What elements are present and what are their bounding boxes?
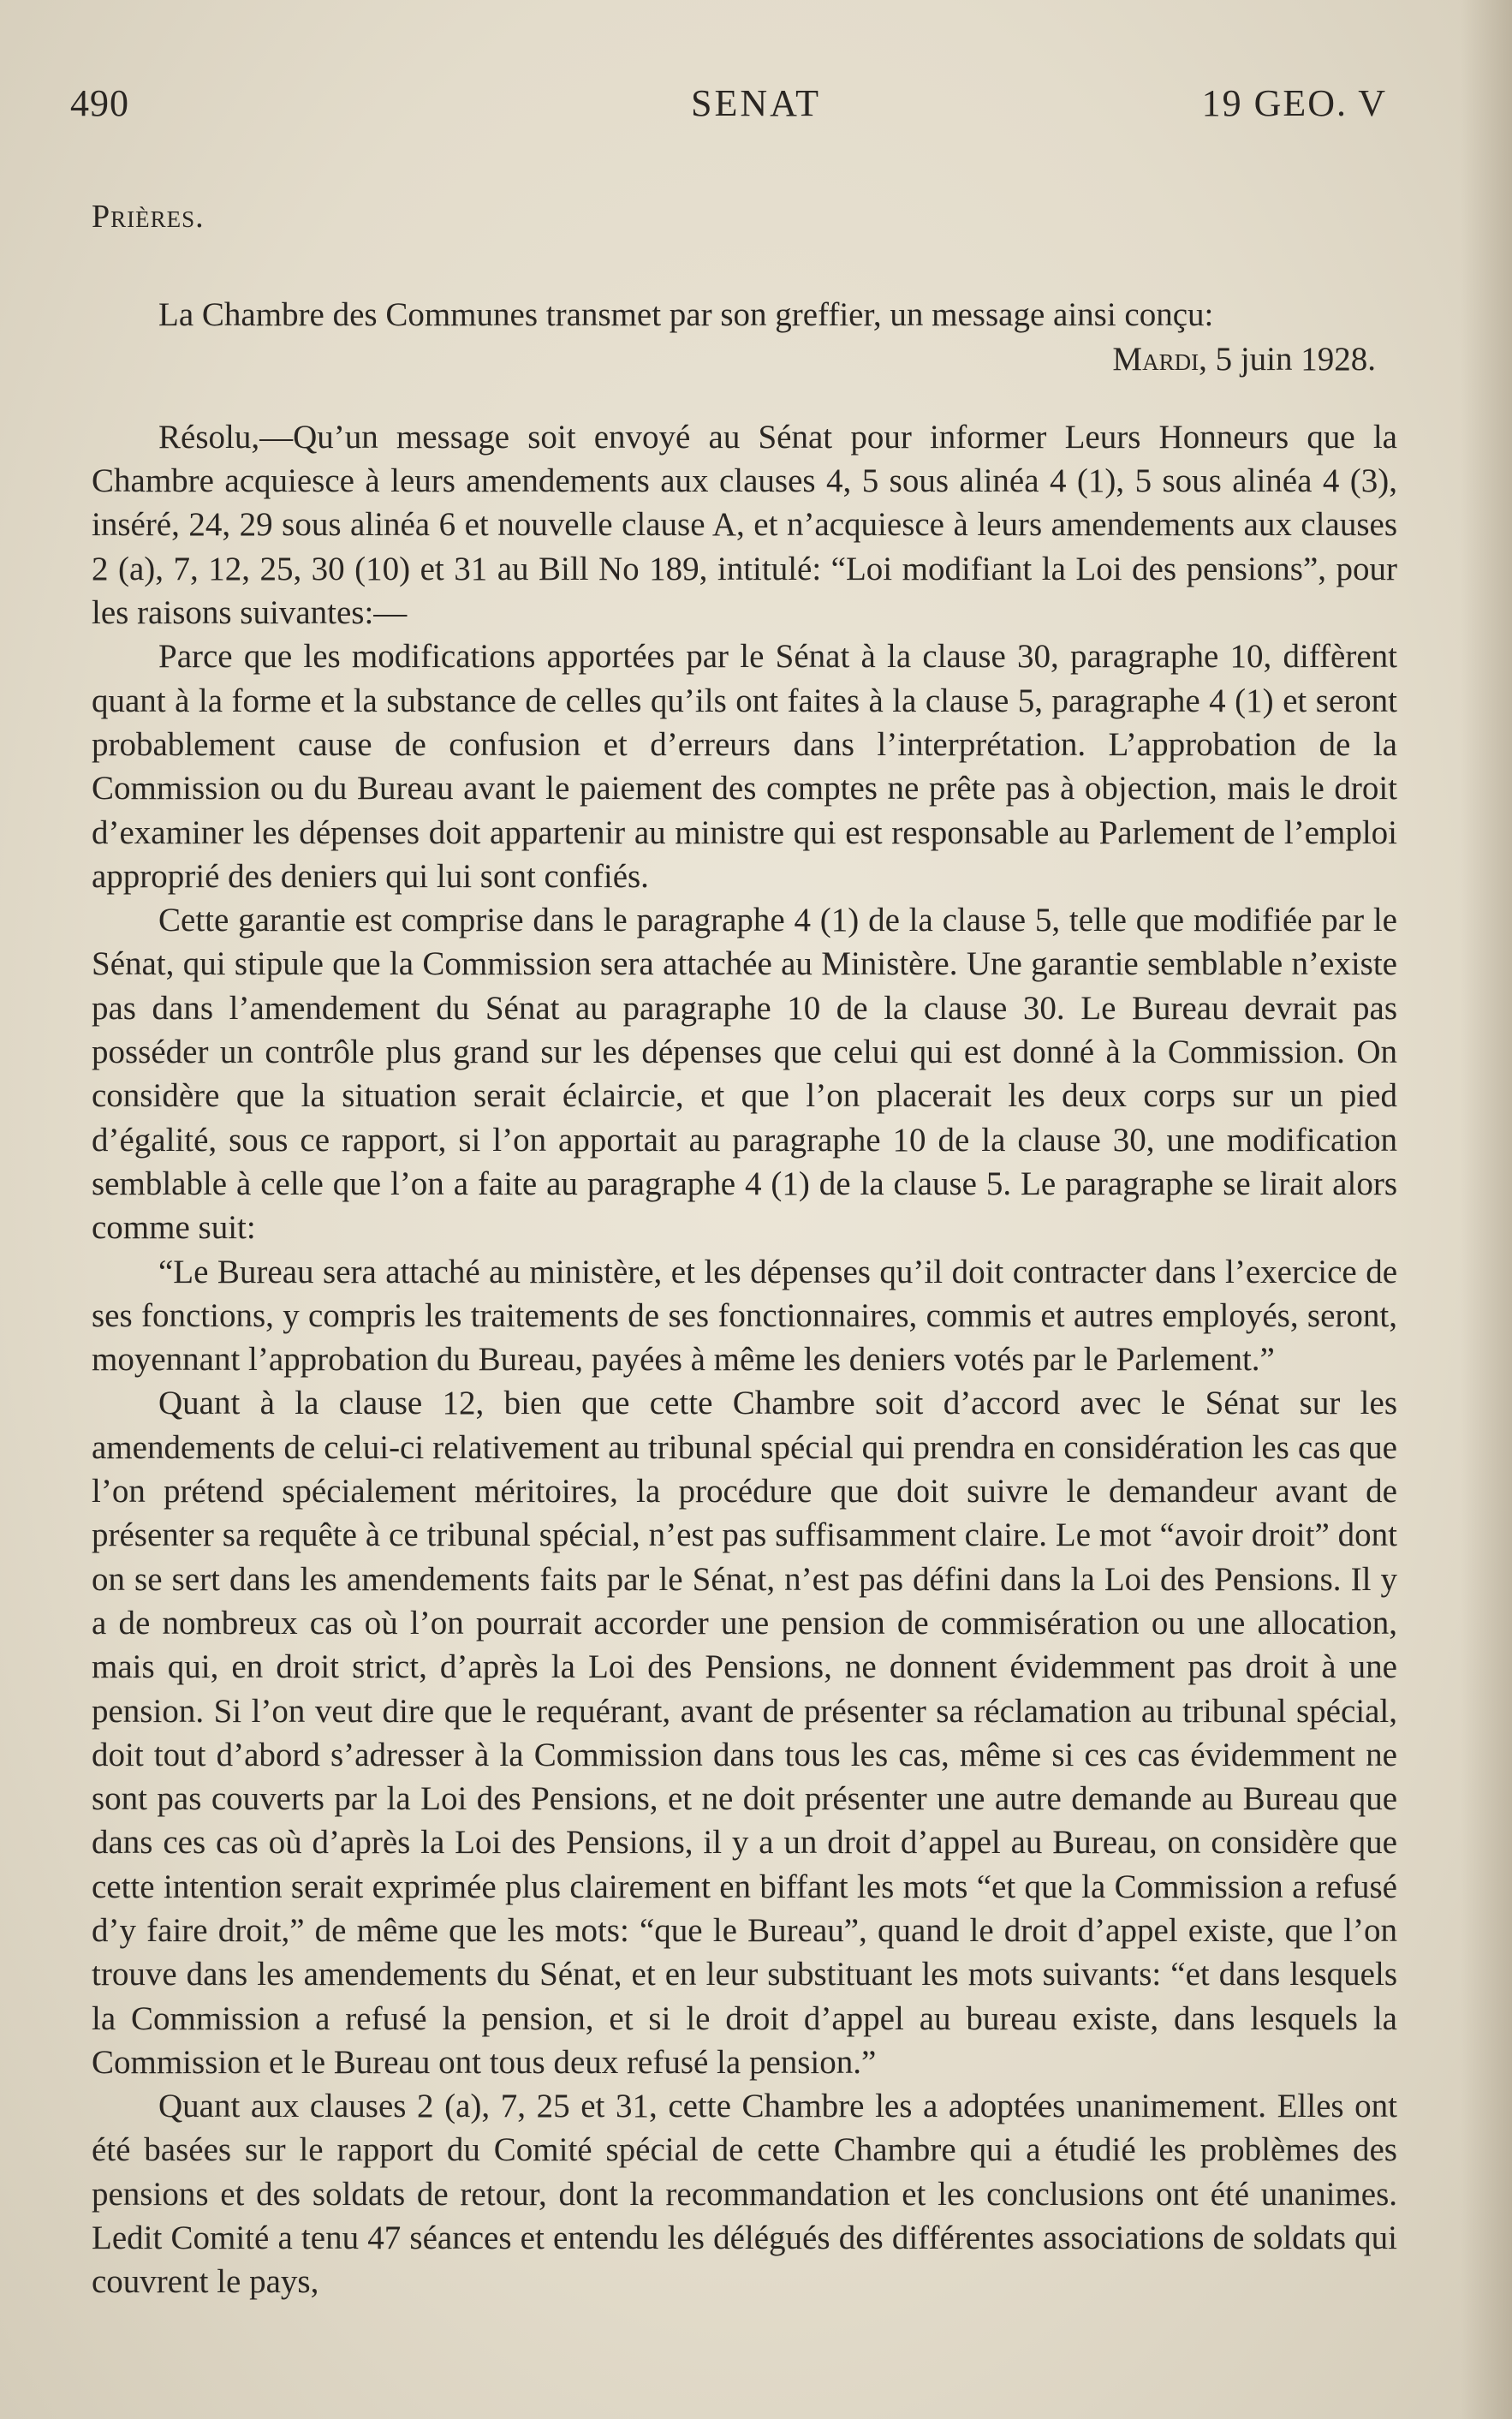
- paragraph-clauses-2-7-25-31: Quant aux clauses 2 (a), 7, 25 et 31, cette Chambre les a adoptées unanimement. Elles ont été basées sur le rapport du Comité spécial de cette Chambre qui a étudié les problèmes des pensions et des soldats de retour, dont la recommandation et les conclusions ont été unanimes. Ledit Comité a tenu 47 séances et entendu les délégués des différentes associations de soldats qui couvrent le pays,: [92, 2088, 1397, 2301]
- dateline: [92, 337, 1376, 381]
- paragraph-resolution: Résolu,—Qu’un message soit envoyé au Sénat pour informer Leurs Honneurs que la Chambre acquiesce à leurs amendements aux clauses 4, 5 sous alinéa 4 (1), 5 sous alinéa 4 (3), inséré, 24, 29 sous alinéa 6 et nouvelle clause A, et n’acquiesce à leurs amendements aux clauses 2 (a), 7, 12, 25, 30 (10) et 31 au Bill No 189, intitulé: “Loi modifiant la Loi des pensions”, pour les raisons suivantes:—: [92, 418, 1397, 632]
- page-body: [92, 195, 1397, 2304]
- header-title: SENAT: [691, 82, 821, 124]
- dateline-date: , 5 juin 1928.: [1199, 340, 1376, 378]
- section-heading: Prières.: [92, 199, 205, 235]
- paragraph-clause-12: Quant à la clause 12, bien que cette Chambre soit d’accord avec le Sénat sur les amendements de celui-ci relativement au tribunal spécial qui prendra en considération les cas que l’on prétend spécialement méritoires, la procédure que doit suivre le demandeur avant de présenter sa requête à ce tribunal spécial, n’est pas suffisamment claire. Le mot “avoir droit” dont on se sert dans les amendements faits par le Sénat, n’est pas défini dans la Loi des Pensions. Il y a de nombreux cas où l’on pourrait accorder une pension de commisération ou une allocation, mais qui, en droit strict, d’après la Loi des Pensions, ne donnent évidemment pas droit à une pension. Si l’on veut dire que le requérant, avant de présenter sa réclamation au tribunal spécial, doit tout d’abord s’adresser à la Commission dans tous les cas, même si ces cas évidemment ne sont pas couverts par la Loi des Pensions, et ne doit présenter une autre demande au Bureau que dans ces cas où d’après la Loi des Pensions, il y a un droit d’appel au Bureau, on considère que cette intention serait exprimée plus clairement en biffant les mots “et que la Commission a refusé d’y faire droit,” de même que les mots: “que le Bureau”, quand le droit d’appel existe, que l’on trouve dans les amendements du Sénat, et en leur substituant les mots suivants: “et dans lesquels la Commission a refusé la pension, et si le droit d’appel au bureau existe, dans lesquels la Commission et le Bureau ont tous deux refusé la pension.”: [92, 1385, 1397, 2081]
- header-year: 19 GEO. V: [1201, 82, 1387, 124]
- page-number: 490: [70, 82, 129, 124]
- message-intro: La Chambre des Communes transmet par son greffier, un message ainsi conçu:: [158, 296, 1214, 334]
- paragraph-reason-2: Cette garantie est comprise dans le paragraphe 4 (1) de la clause 5, telle que modifiée par le Sénat, qui stipule que la Commission sera attachée au Ministère. Une garantie semblable n’existe pas dans l’amendement du Sénat au paragraphe 10 de la clause 30. Le Bureau devrait pas posséder un contrôle plus grand sur les dépenses que celui qui est donné à la Commission. On considère que la situation serait éclaircie, et que l’on placerait les deux corps sur un pied d’égalité, sous ce rapport, si l’on apportait au paragraphe 10 de la clause 30, une modification semblable à celle que l’on a faite au paragraphe 4 (1) de la clause 5. Le paragraphe se lirait alors comme suit:: [92, 902, 1397, 1247]
- paragraph-quoted-text: “Le Bureau sera attaché au ministère, et les dépenses qu’il doit contracter dans l’exercice de ses fonctions, y compris les traitements de ses fonctionnaires, commis et autres employés, seront, moyennant l’approbation du Bureau, payées à même les deniers votés par le Parlement.”: [92, 1253, 1397, 1379]
- paragraph-reason-1: Parce que les modifications apportées par le Sénat à la clause 30, paragraphe 10, diffèrent quant à la forme et la substance de celles qu’ils ont faites à la clause 5, paragraphe 4 (1) et seront probablement cause de confusion et d’erreurs dans l’interprétation. L’approbation de la Commission ou du Bureau avant le paiement des comptes ne prête pas à objection, mais le droit d’examiner les dépenses doit appartenir au ministre qui est responsable au Parlement de l’emploi approprié des deniers qui lui sont confiés.: [92, 638, 1397, 895]
- dateline-day: Mardi: [1112, 340, 1199, 378]
